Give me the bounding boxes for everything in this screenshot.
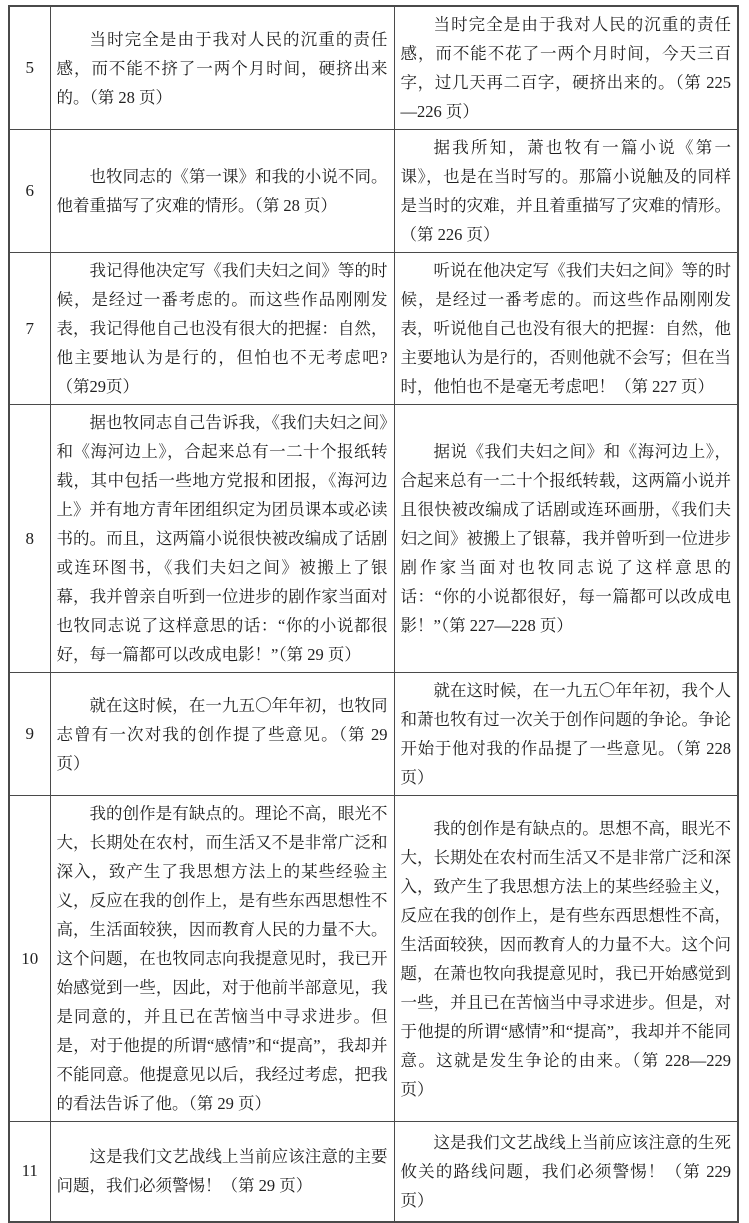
- version-a-text: 也牧同志的《第一课》和我的小说不同。他着重描写了灾难的情形。（第 28 页）: [56, 167, 388, 215]
- version-a-cell: [50, 6, 394, 130]
- version-b-text: 这是我们文艺战线上当前应该注意的生死攸关的路线问题，我们必须警惕！（第 229 页）: [400, 1132, 731, 1210]
- row-number: 7: [9, 253, 50, 405]
- version-a-text: 就在这时候，在一九五〇年年初，也牧同志曾有一次对我的创作提了些意见。（第 29 页）: [56, 695, 388, 773]
- version-a-cell: [50, 253, 394, 405]
- row-number: 6: [9, 130, 50, 253]
- table-row-6: [9, 130, 738, 253]
- table-row-11: [9, 1122, 738, 1222]
- version-a-text: 当时完全是由于我对人民的沉重的责任感，而不能不挤了一两个月时间，硬挤出来的。（第 28 页）: [56, 29, 388, 107]
- row-number: 11: [9, 1122, 50, 1222]
- version-b-text: 据我所知，萧也牧有一篇小说《第一课》，也是在当时写的。那篇小说触及的同样是当时的灾难，并且着重描写了灾难的情形。（第 226 页）: [400, 138, 731, 244]
- version-a-cell: [50, 405, 394, 673]
- row-number: 5: [9, 6, 50, 130]
- version-a-cell: [50, 130, 394, 253]
- version-a-text: 我记得他决定写《我们夫妇之间》等的时候，是经过一番考虑的。而这些作品刚刚发表，我记得他自己也没有很大的把握：自然，他主要地认为是行的，但怕也不无考虑吧?（第29页）: [56, 261, 388, 396]
- version-b-cell: [394, 405, 738, 673]
- row-number: 10: [9, 796, 50, 1122]
- version-a-text: 据也牧同志自己告诉我，《我们夫妇之间》和《海河边上》，合起来总有一二十个报纸转载，其中包括一些地方党报和团报，《海河边上》并有地方青年团组织定为团员课本或必读书的。而且，这两篇小说很快被改编成了话剧或连环图书，《我们夫妇之间》被搬上了银幕，我并曾亲自听到一位进步的剧作家当面对也牧同志说了这样意思的话：“你的小说都很好，每一篇都可以改成电影！”（第 29 页）: [56, 413, 388, 664]
- version-b-text: 听说在他决定写《我们夫妇之间》等的时候，是经过一番考虑的。而这些作品刚刚发表，听说他自己也没有很大的把握：自然，他主要地认为是行的，否则他就不会写；但在当时，他怕也不是毫无考虑吧！（第 227 页）: [400, 261, 731, 396]
- version-b-text: 我的创作是有缺点的。思想不高，眼光不大，长期处在农村而生活又不是非常广泛和深入，致产生了我思想方法上的某些经验主义，反应在我的创作上，是有些东西思想性不高，生活面较狭，因而教育人的力量不大。这个问题，在萧也牧向我提意见时，我已开始感觉到一些，并且已在苦恼当中寻求进步。但是，对于他提的所谓“感情”和“提高”，我却并不能同意。这就是发生争论的由来。（第 228—229 页）: [400, 818, 731, 1099]
- version-a-text: 我的创作是有缺点的。理论不高，眼光不大，长期处在农村，而生活又不是非常广泛和深入，致产生了我思想方法上的某些经验主义，反应在我的创作上，是有些东西思想性不高，生活面较狭，因而教育人民的力量不大。这个问题，在也牧同志向我提意见时，我已开始感觉到一些，因此，对于他前半部意见，我是同意的，并且已在苦恼当中寻求进步。但是，对于他提的所谓“感情”和“提高”，我却并不能同意。他提意见以后，我经过考虑，把我的看法告诉了他。（第 29 页）: [56, 804, 388, 1113]
- table-row-7: [9, 253, 738, 405]
- version-a-cell: [50, 673, 394, 796]
- version-b-text: 据说《我们夫妇之间》和《海河边上》，合起来总有一二十个报纸转载，这两篇小说并且很快被改编成了话剧或连环画册，《我们夫妇之间》被搬上了银幕，我并曾听到一位进步剧作家当面对也牧同志说了这样意思的话：“你的小说都很好，每一篇都可以改成电影！”（第 227—228 页）: [400, 442, 731, 635]
- version-b-cell: [394, 6, 738, 130]
- version-b-cell: [394, 253, 738, 405]
- document-page: [8, 5, 737, 1223]
- table-row-5: [9, 6, 738, 130]
- version-b-cell: [394, 796, 738, 1122]
- comparison-table: [8, 5, 739, 1223]
- table-row-10: [9, 796, 738, 1122]
- version-a-text: 这是我们文艺战线上当前应该注意的主要问题，我们必须警惕！（第 29 页）: [56, 1147, 388, 1196]
- version-b-text: 就在这时候，在一九五〇年年初，我个人和萧也牧有过一次关于创作问题的争论。争论开始于他对我的作品提了一些意见。（第 228 页）: [400, 681, 731, 787]
- version-b-cell: [394, 673, 738, 796]
- version-b-cell: [394, 1122, 738, 1222]
- version-a-cell: [50, 796, 394, 1122]
- version-b-cell: [394, 130, 738, 253]
- table-row-8: [9, 405, 738, 673]
- version-a-cell: [50, 1122, 394, 1222]
- version-b-text: 当时完全是由于我对人民的沉重的责任感，而不能不花了一两个月时间，今天三百字，过几天再二百字，硬挤出来的。（第 225—226 页）: [400, 15, 731, 121]
- row-number: 8: [9, 405, 50, 673]
- row-number: 9: [9, 673, 50, 796]
- table-row-9: [9, 673, 738, 796]
